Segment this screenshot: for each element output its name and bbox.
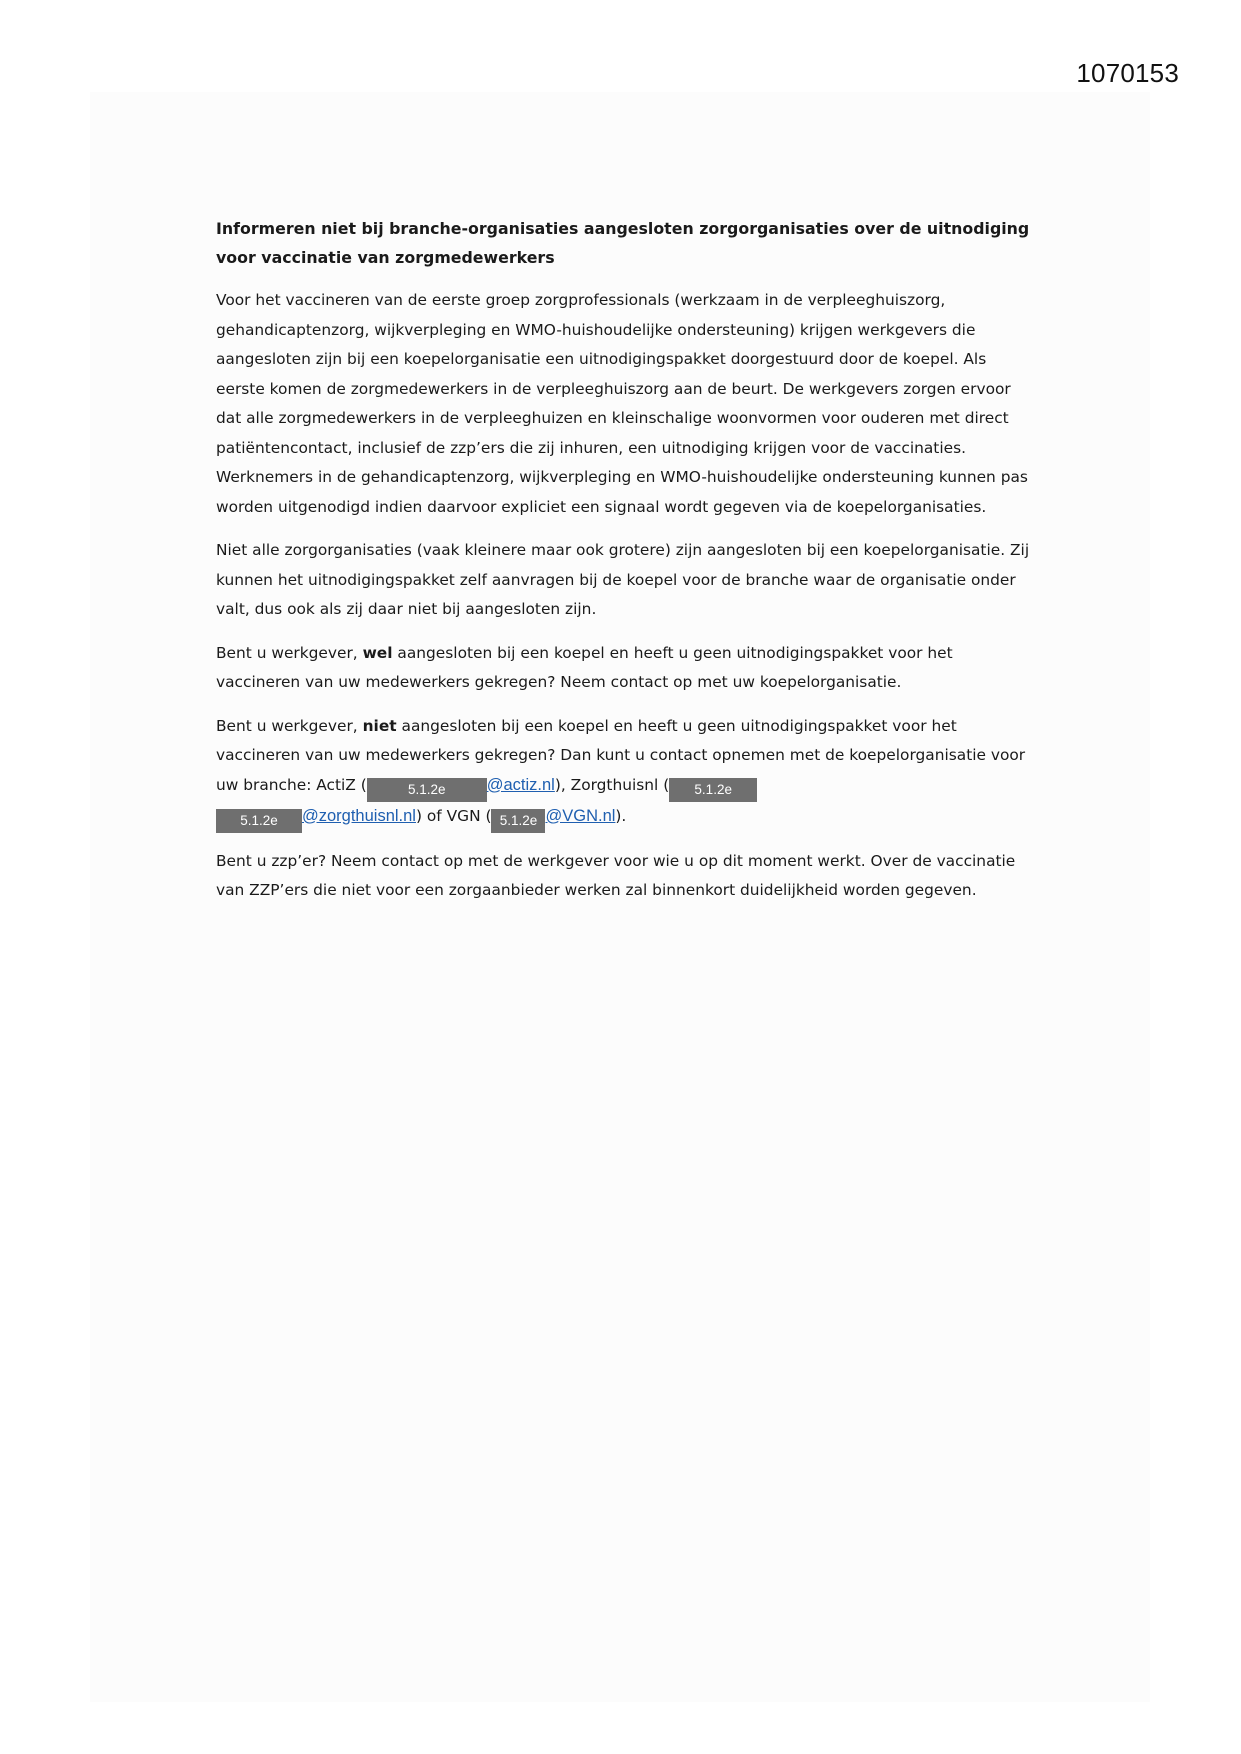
paragraph-not-affiliated: Niet alle zorgorganisaties (vaak kleinere maar ook grotere) zijn aangesloten bij een koepelorganisatie. Zij kunnen het uitnodigingspakket zelf aanvragen bij de koepel voor de branche waar de organisatie onder valt, dus ook als zij daar niet bij aangesloten zijn. (216, 541, 1030, 618)
document-title: Informeren niet bij branche-organisaties aangesloten zorgorganisaties over de uitnodiging voor vaccinatie van zorgmedewerkers (216, 219, 1030, 267)
document-body (216, 214, 1036, 920)
text-segment: aangesloten bij een koepel en heeft u geen uitnodigingspakket voor het vaccineren van uw medewerkers gekregen? Dan kunt u contact opnemen met de koepelorganisatie voor uw branche: ActiZ ( (216, 716, 1026, 794)
text-segment: ), Zorgthuisnl ( (554, 775, 670, 794)
emphasis-niet: niet (362, 716, 397, 735)
text-segment: ) of VGN ( (415, 806, 492, 825)
vgn-email-link[interactable]: @VGN.nl (545, 806, 616, 825)
text-segment: Bent u werkgever, (216, 716, 363, 735)
text-segment: aangesloten bij een koepel en heeft u geen uitnodigingspakket voor het vaccineren van uw medewerkers gekregen? Neem contact op met uw koepelorganisatie. (216, 643, 953, 691)
paragraph-affiliated-employer (216, 639, 1036, 698)
text-segment: Bent u werkgever, (216, 643, 363, 662)
paragraph-zzp: Bent u zzp’er? Neem contact op met de werkgever voor wie u op dit moment werkt. Over de vaccinatie van ZZP’ers die niet voor een zorgaanbieder werken zal binnenkort duidelijkheid worden gegeven. (216, 851, 1016, 899)
paragraph-non-affiliated-employer (216, 712, 1036, 833)
zorgthuisnl-email-link[interactable]: @zorgthuisnl.nl (302, 806, 416, 825)
redaction-box: 5.1.2e (491, 809, 545, 833)
redaction-box: 5.1.2e (367, 778, 487, 802)
emphasis-wel: wel (362, 643, 393, 662)
redaction-box: 5.1.2e (669, 778, 757, 802)
text-segment: ). (615, 806, 627, 825)
redaction-box: 5.1.2e (216, 809, 302, 833)
actiz-email-link[interactable]: @actiz.nl (486, 775, 555, 794)
paragraph-intro: Voor het vaccineren van de eerste groep zorgprofessionals (werkzaam in de verpleeghuiszorg, gehandicaptenzorg, wijkverpleging en WMO-huishoudelijke ondersteuning) krijgen werkgevers die aangesloten zijn bij een koepelorganisatie een uitnodigingspakket doorgestuurd door de koepel. Als eerste komen de zorgmedewerkers in de verpleeghuiszorg aan de beurt. De werkgevers zorgen ervoor dat alle zorgmedewerkers in de verpleeghuizen en kleinschalige woonvormen voor ouderen met direct patiëntencontact, inclusief de zzp’ers die zij inhuren, een uitnodiging krijgen voor de vaccinaties. Werknemers in de gehandicaptenzorg, wijkverpleging en WMO-huishoudelijke ondersteuning kunnen pas worden uitgenodigd indien daarvoor expliciet een signaal wordt gegeven via de koepelorganisaties. (216, 291, 1028, 516)
document-id: 1070153 (1076, 58, 1179, 88)
